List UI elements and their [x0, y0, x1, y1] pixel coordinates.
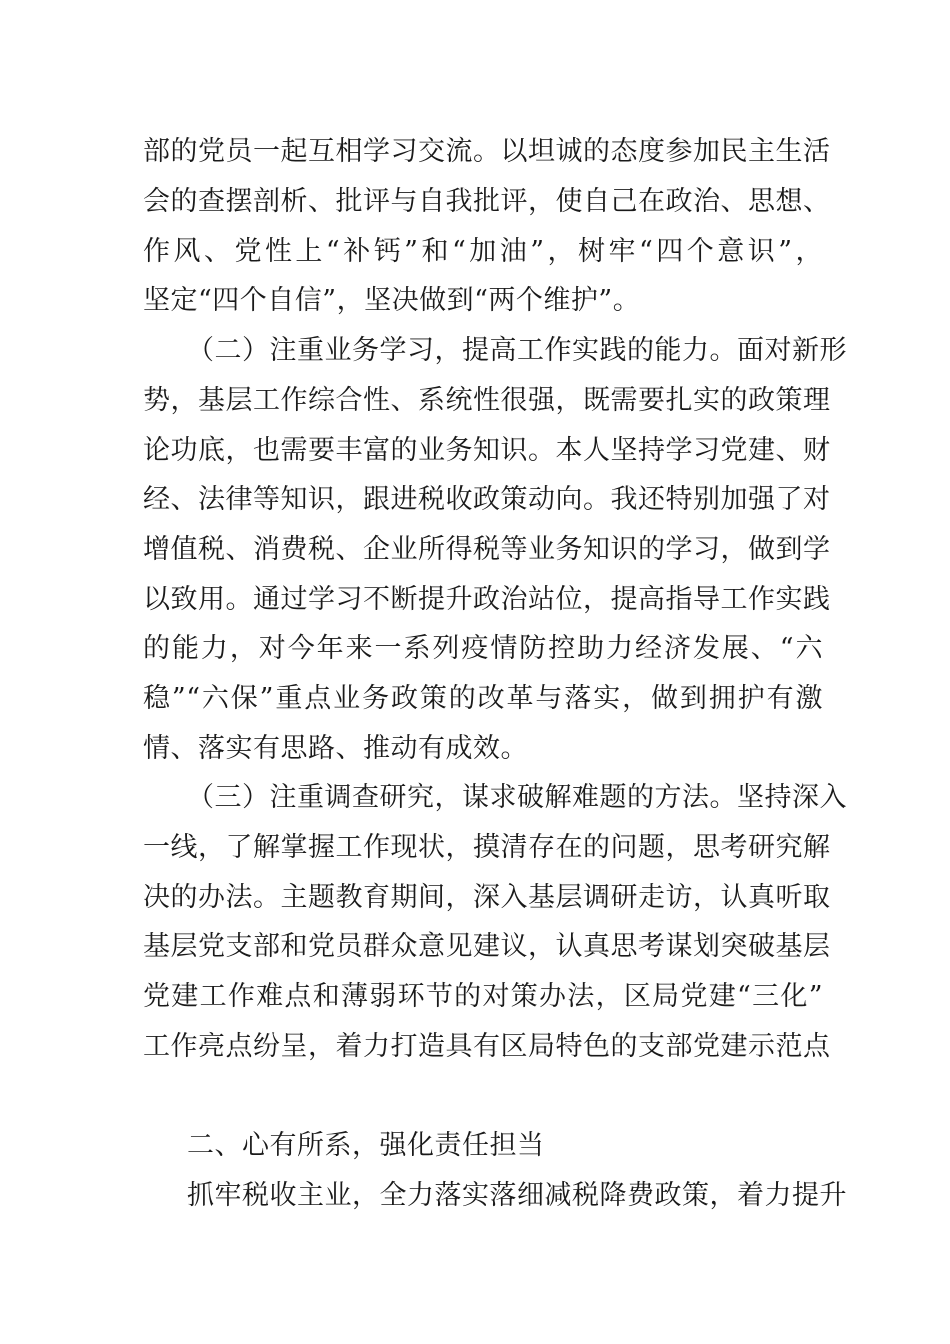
text-line-7: 论功底，也需要丰富的业务知识。本人坚持学习党建、财: [143, 435, 831, 466]
paragraph-3-first-line: （三）注重调查研究，谋求破解难题的方法。坚持深入: [187, 782, 847, 813]
text-line-6: 势，基层工作综合性、系统性很强，既需要扎实的政策理: [143, 385, 831, 416]
paragraph-4-first-line: 抓牢税收主业，全力落实落细减税降费政策，着力提升: [187, 1180, 847, 1211]
text-line-11: 的能力，对今年来一系列疫情防控助力经济发展、“六: [143, 633, 823, 664]
text-line-15: 一线，了解掌握工作现状，摸清存在的问题，思考研究解: [143, 832, 831, 863]
text-line-18: 党建工作难点和薄弱环节的对策办法，区局党建“三化”: [143, 981, 823, 1012]
text-line-2: 会的查摆剖析、批评与自我批评，使自己在政治、思想、: [143, 186, 831, 217]
text-line-9: 增值税、消费税、企业所得税等业务知识的学习，做到学: [143, 534, 831, 565]
text-line-4: 坚定“四个自信”，坚决做到“两个维护”。: [143, 285, 641, 316]
text-line-1: 部的党员一起互相学习交流。以坦诚的态度参加民主生活: [143, 136, 831, 167]
text-line-10: 以致用。通过学习不断提升政治站位，提高指导工作实践: [143, 584, 831, 615]
text-line-13: 情、落实有思路、推动有成效。: [143, 733, 528, 764]
text-line-19: 工作亮点纷呈，着力打造具有区局特色的支部党建示范点: [143, 1031, 831, 1062]
text-line-12: 稳”“六保”重点业务政策的改革与落实，做到拥护有激: [143, 683, 823, 714]
text-line-16: 决的办法。主题教育期间，深入基层调研走访，认真听取: [143, 882, 831, 913]
text-line-3: 作风、党性上“补钙”和“加油”，树牢“四个意识”，: [143, 236, 823, 267]
text-line-17: 基层党支部和党员群众意见建议，认真思考谋划突破基层: [143, 931, 831, 962]
text-line-8: 经、法律等知识，跟进税收政策动向。我还特别加强了对: [143, 484, 831, 515]
section-heading: 二、心有所系，强化责任担当: [187, 1130, 545, 1161]
paragraph-2-first-line: （二）注重业务学习，提高工作实践的能力。面对新形: [187, 335, 847, 366]
